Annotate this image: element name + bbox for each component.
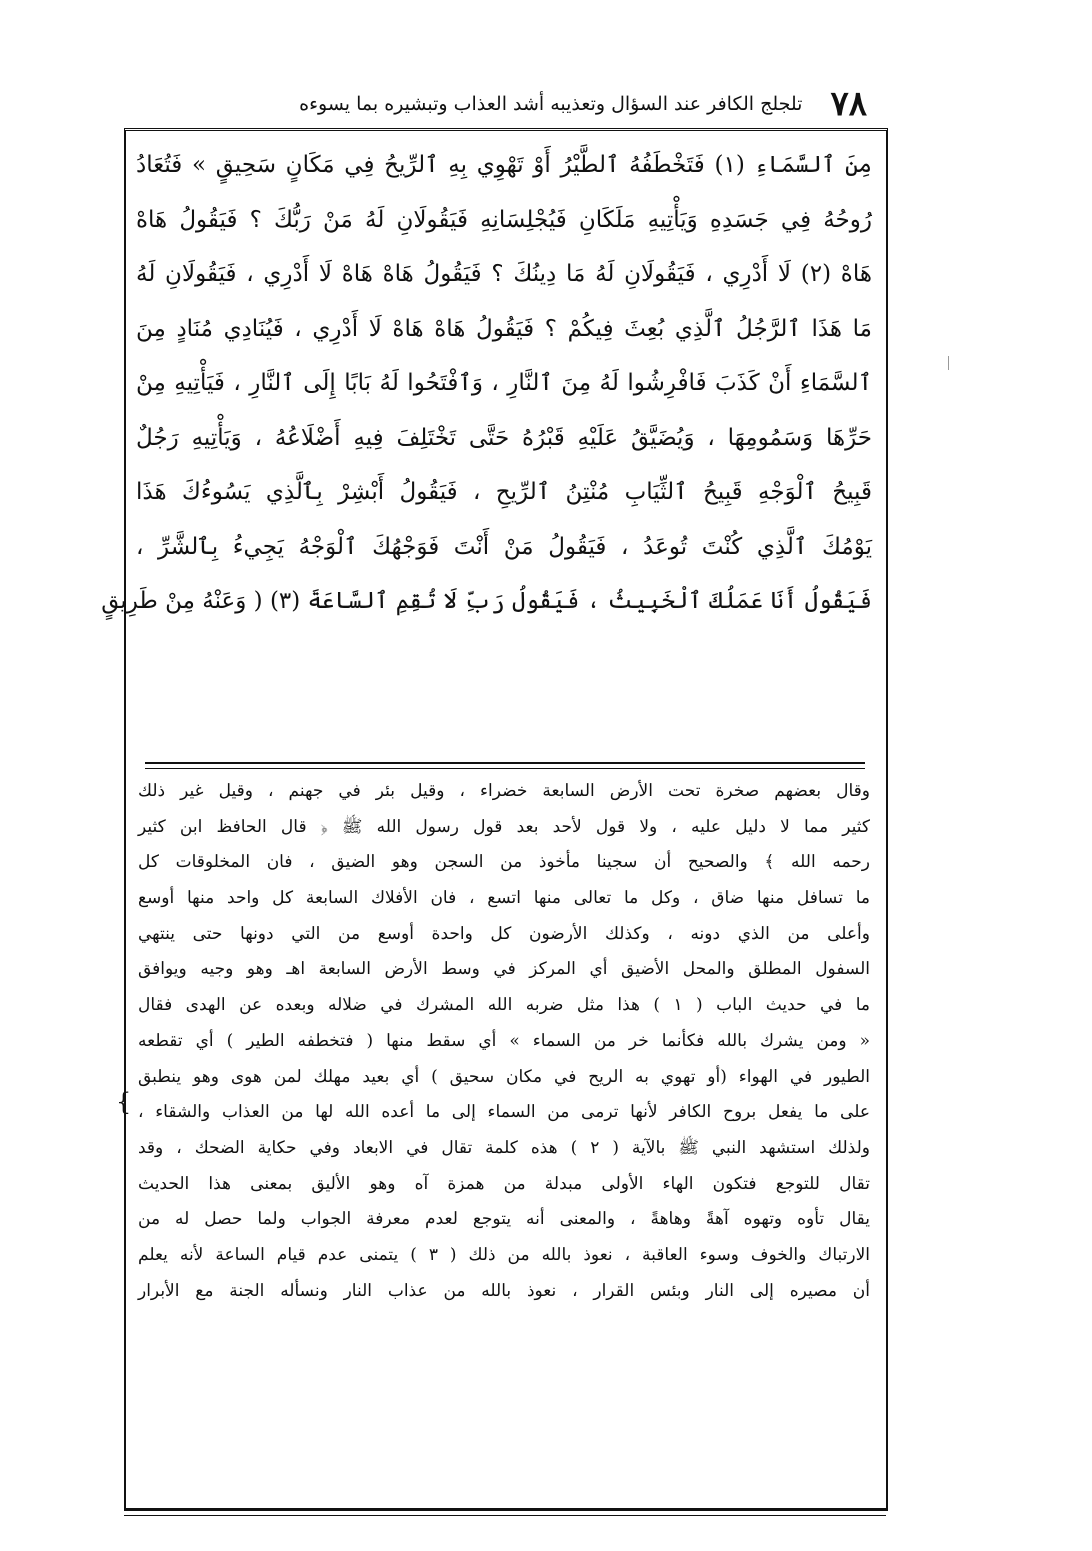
text-line: مِنَ ٱلسَّمَاءِ (١) فَتَخْطَفُهُ ٱلطَّيْرُ أَوْ تَهْوِي بِهِ ٱلرِّيحُ فِي مَكَانٍ سَحِيقٍ » فَتُعَادُ bbox=[136, 152, 872, 178]
text-line: قَبِيحُ ٱلْوَجْهِ قَبِيحُ ٱلثِّيَابِ مُنْتِنُ ٱلرِّيحِ ، فَيَقُولُ أَبْشِرْ بِٱلَّذِي يَسُوءُكَ هَذَا bbox=[136, 479, 872, 505]
text-line: رُوحُهُ فِي جَسَدِهِ وَيَأْتِيهِ مَلَكَانِ فَيُجْلِسَانِهِ فَيَقُولَانِ لَهُ مَنْ رَبُّكَ ؟ فَيَقُولُ هَاهْ bbox=[136, 206, 872, 233]
footnote-line: على ما يفعل بروح الكافر لأنها ترمى من السماء إلى ما أعده الله لها من العذاب والشقاء ، bbox=[138, 1102, 870, 1123]
footnote-line: ما تسافل منها ضاق ، وكل ما تعالى منها اتسع ، فان الأفلاك السابعة كل واحد منها أوسع bbox=[138, 888, 870, 909]
page-header bbox=[125, 84, 875, 124]
footnote-line: ما في حديث الباب ( ١ ) هذا مثل ضربه الله المشرك في ضلاله وبعده عن الهدى فقال bbox=[138, 995, 871, 1016]
scan-artifact bbox=[948, 356, 949, 370]
footnote-line: وأعلى من الذي دونه ، وكذلك الأرضون كل واحدة أوسع من التي دونها حتى ينتهي bbox=[138, 923, 870, 944]
footnote-separator-thin bbox=[145, 768, 865, 769]
footnote-line: يقال تأوه وتهوه آهةً وهاهةً ، والمعنى أنه يتوجع لعدم معرفة الجواب ولما حصل له من bbox=[138, 1209, 870, 1230]
text-line: مَا هَذَا ٱلرَّجُلُ ٱلَّذِي بُعِثَ فِيكُمْ ؟ فَيَقُولُ هَاهْ هَاهْ لَا أَدْرِي ، فَيُنَادِي مُنَادٍ مِنَ bbox=[136, 315, 872, 342]
footnote-line: السفول المطلق والمحل الأضيق أي المركز في وسط الأرض السابعة اهـ وهو وجيه ويوافق bbox=[138, 959, 870, 980]
running-title: تلجلج الكافر عند السؤال وتعذيبه أشد العذاب وتبشيره بما يسوءه bbox=[299, 93, 803, 115]
frame-bottom-rule-thin bbox=[124, 1515, 886, 1516]
text-line: ٱلسَّمَاءِ أَنْ كَذَبَ فَافْرِشُوا لَهُ مِنَ ٱلنَّارِ ، وَٱفْتَحُوا لَهُ بَابًا إِلَى ٱلنَّارِ ، فَيَأْتِيهِ مِنْ bbox=[136, 370, 872, 396]
footnote-line: ولذلك استشهد النبي ﷺ بالآية ( ٢ ) هذه كلمة تقال في الابعاد وفي حكاية الضحك ، وقد bbox=[138, 1137, 870, 1158]
text-line: يَوْمُكَ ٱلَّذِي كُنْتَ تُوعَدُ ، فَيَقُولُ مَنْ أَنْتَ فَوَجْهُكَ ٱلْوَجْهُ يَجِيءُ بِٱلشَّرِّ ، bbox=[136, 533, 872, 560]
footnote-line: تقال للتوجع فتكون الهاء الأولى مبدلة من همزة آه وهو الأليق بمعنى هذا الحديث bbox=[138, 1173, 870, 1194]
text-line: هَاهْ (٢) لَا أَدْرِي ، فَيَقُولَانِ لَهُ مَا دِينُكَ ؟ فَيَقُولُ هَاهْ هَاهْ لَا أَدْرِي ، فَيَقُولَانِ لَهُ bbox=[136, 261, 872, 287]
footnote-line: أن مصيره إلى النار وبئس القرار ، نعوذ بالله من عذاب النار ونسأله الجنة مع الأبرار bbox=[138, 1280, 870, 1301]
footnote-line: وقال بعضهم صخرة تحت الأرض السابعة خضراء ، وقيل بئر في جهنم ، وقيل غير ذلك bbox=[138, 781, 870, 801]
margin-bracket-mark: { bbox=[116, 1088, 132, 1116]
footnote-line: الارتباك والخوف وسوء العاقبة ، نعوذ بالله من ذلك ( ٣ ) يتمنى عدم قيام الساعة لأنه يعلم bbox=[138, 1244, 870, 1265]
footnote-line: رحمه الله ﴾ والصحيح أن سجينا مأخوذ من السجن وهو الضيق ، فان المخلوقات كل bbox=[138, 852, 870, 873]
text-line: حَرِّهَا وَسَمُومِهَا ، وَيُضَيَّقُ عَلَيْهِ قَبْرُهُ حَتَّى تَخْتَلِفَ فِيهِ أَضْلَاعُهُ ، وَيَأْتِيهِ رَجُلٌ bbox=[136, 424, 872, 451]
footnote-separator bbox=[145, 762, 865, 764]
footnote-line: كثير مما لا دليل عليه ، ولا قول لأحد بعد قول رسول الله ﷺ ﴿ قال الحافظ ابن كثير bbox=[138, 816, 870, 837]
footnotes bbox=[138, 774, 870, 1309]
frame-bottom-rule bbox=[124, 1508, 886, 1511]
footnote-line: الطيور في الهواء (أو تهوي به الريح في مكان سحيق ) أي بعيد مهلك لمن هوى وهو ينطبق bbox=[138, 1066, 870, 1087]
footnote-line: « ومن يشرك بالله فكأنما خر من السماء » أي سقط منها ( فتخطفه الطير ) أي تقطعه bbox=[138, 1030, 870, 1051]
text-line: فَيَقُولُ أَنَا عَمَلُكَ ٱلْخَبِيثُ ، فَيَقُولُ رَبِّ لَا تُقِمِ ٱلسَّاعَةَ (٣) ( وَعَنْهُ مِنْ طَرِيقٍ bbox=[101, 588, 872, 614]
hadith-text bbox=[101, 138, 872, 629]
page-number: ٧٨ bbox=[830, 84, 867, 124]
